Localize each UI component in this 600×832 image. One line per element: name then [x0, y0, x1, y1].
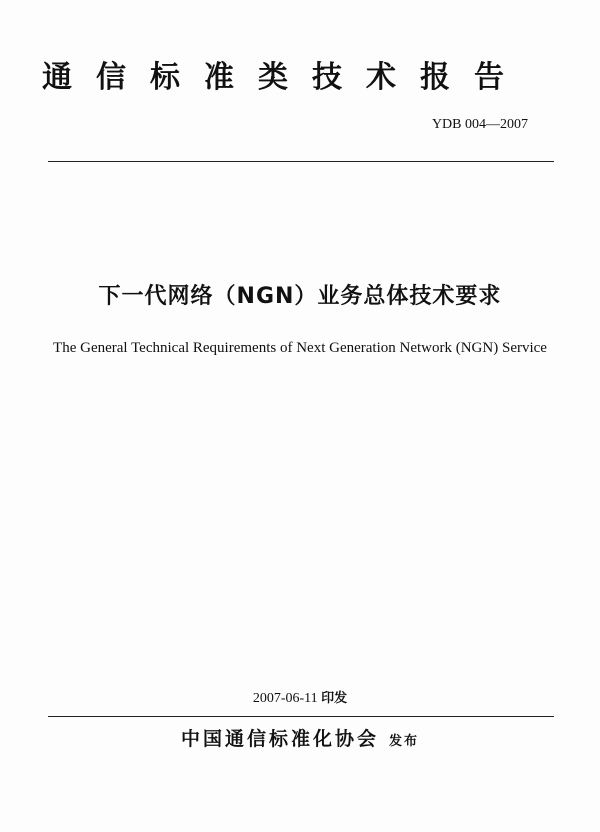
issue-date-line	[0, 690, 600, 708]
top-divider	[48, 161, 554, 162]
publisher-line	[0, 726, 600, 755]
document-number: YDB 004—2007	[431, 117, 528, 132]
document-title-chinese: 下一代网络（NGN）业务总体技术要求	[98, 284, 502, 309]
issue-date: 2007-06-11	[252, 691, 318, 706]
publisher-suffix: 发布	[389, 734, 420, 749]
document-title-english: The General Technical Requirements of Next Generation Network (NGN) Service	[53, 340, 547, 356]
publisher-name: 中国通信标准化协会	[180, 728, 379, 750]
bottom-divider	[48, 716, 554, 717]
issue-date-suffix: 印发	[321, 691, 348, 706]
report-category-title: 通信标准类技术报告	[42, 60, 528, 95]
